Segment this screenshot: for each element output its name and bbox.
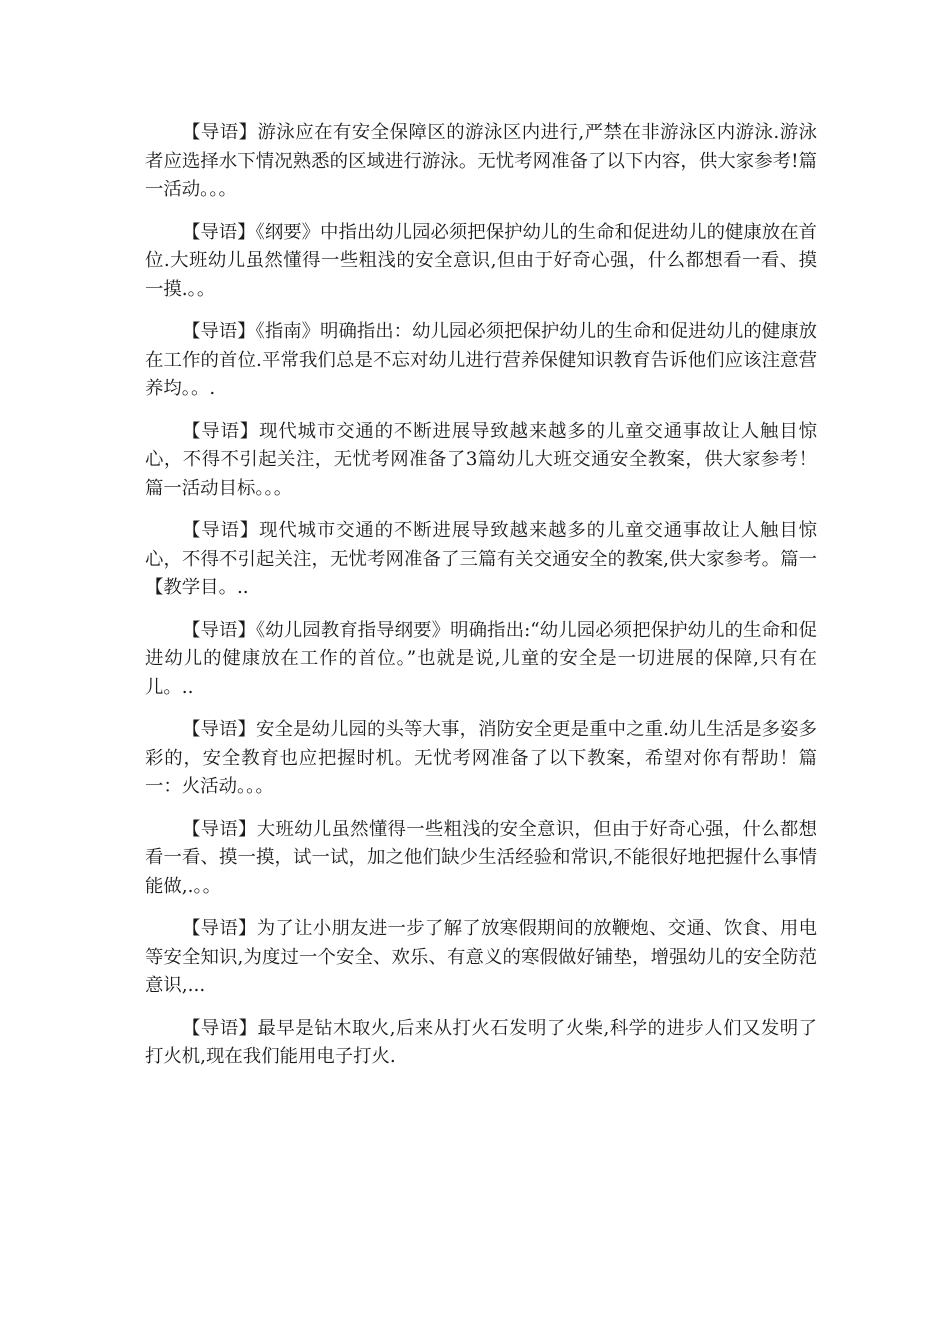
paragraph: 【导语】《幼儿园教育指导纲要》明确指出:“幼儿园必须把保护幼儿的生命和促进幼儿的健康放在工作的首位。”也就是说,儿童的安全是一切进展的保障,只有在儿。.. <box>145 619 817 698</box>
paragraph: 【导语】安全是幼儿园的头等大事，消防安全更是重中之重.幼儿生活是多姿多彩的，安全教育也应把握时机。无忧考网准备了以下教案，希望对你有帮助！篇一：火活动。。。 <box>145 719 817 797</box>
document-page <box>145 119 817 1086</box>
paragraph: 【导语】游泳应在有安全保障区的游泳区内进行,严禁在非游泳区内游泳.游泳者应选择水下情况熟悉的区域进行游泳。无忧考网准备了以下内容，供大家参考!篇一活动。。。 <box>145 122 817 200</box>
paragraph: 【导语】现代城市交通的不断进展导致越来越多的儿童交通事故让人触目惊心，不得不引起关注，无忧考网准备了三篇有关交通安全的教案,供大家参考。篇一【教学目。.. <box>145 520 817 598</box>
paragraph: 【导语】大班幼儿虽然懂得一些粗浅的安全意识，但由于好奇心强，什么都想看一看、摸一摸，试一试，加之他们缺少生活经验和常识,不能很好地把握什么事情能做,.。。 <box>145 818 817 897</box>
paragraph: 【导语】最早是钻木取火,后来从打火石发明了火柴,科学的进步人们又发明了打火机,现在我们能用电子打火. <box>145 1017 817 1067</box>
paragraph: 【导语】现代城市交通的不断进展导致越来越多的儿童交通事故让人触目惊心，不得不引起关注，无忧考网准备了3篇幼儿大班交通安全教案，供大家参考！篇一活动目标。。。 <box>145 420 817 499</box>
paragraph: 【导语】《纲要》中指出幼儿园必须把保护幼儿的生命和促进幼儿的健康放在首位.大班幼儿虽然懂得一些粗浅的安全意识,但由于好奇心强，什么都想看一看、摸一摸.。。 <box>145 221 817 300</box>
paragraph: 【导语】为了让小朋友进一步了解了放寒假期间的放鞭炮、交通、饮食、用电等安全知识,为度过一个安全、欢乐、有意义的寒假做好铺垫，增强幼儿的安全防范意识,... <box>145 918 817 996</box>
paragraph: 【导语】《指南》明确指出：幼儿园必须把保护幼儿的生命和促进幼儿的健康放在工作的首位.平常我们总是不忘对幼儿进行营养保健知识教育告诉他们应该注意营养均。。. <box>145 321 817 399</box>
